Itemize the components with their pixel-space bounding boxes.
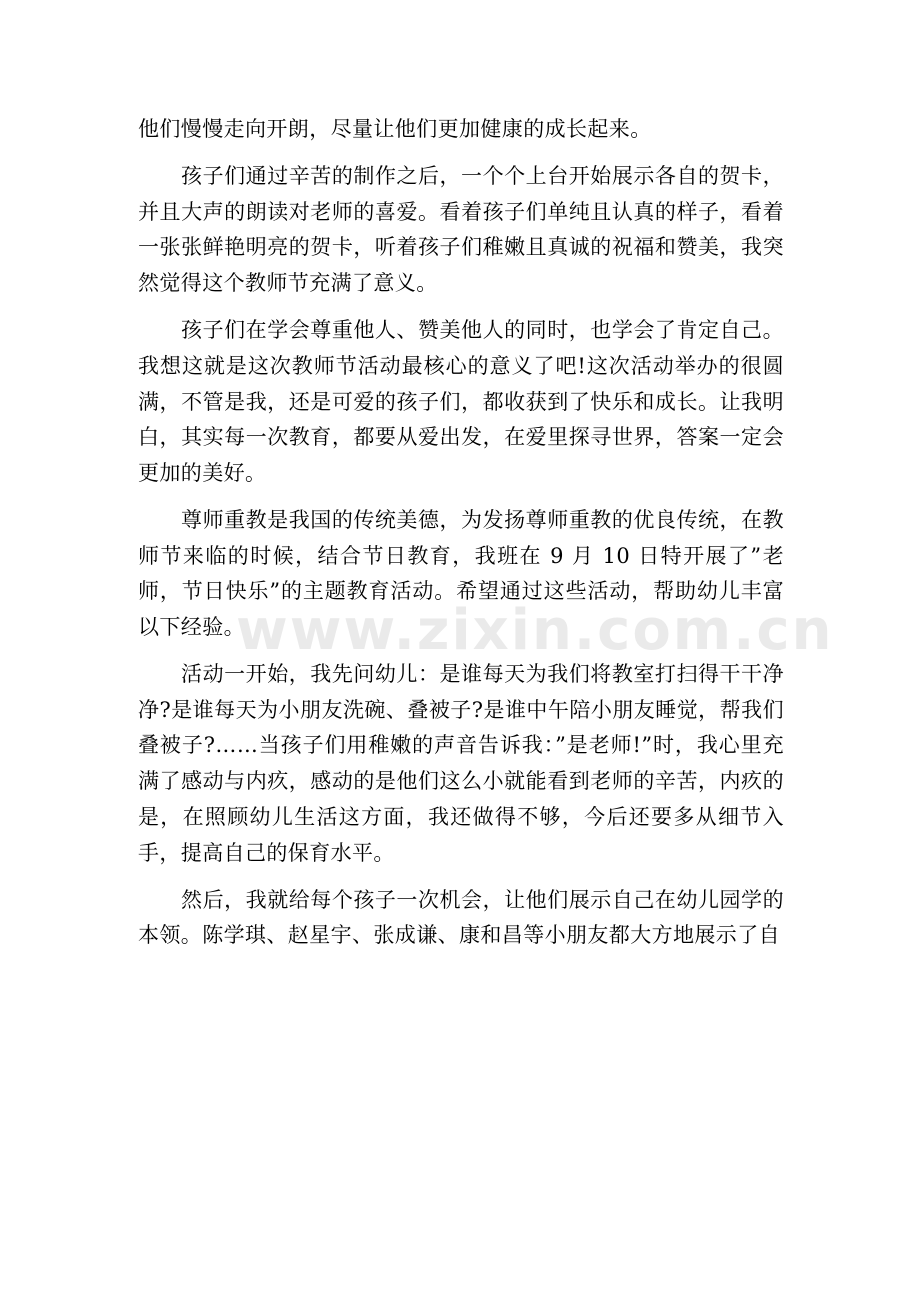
paragraph-3: 孩子们在学会尊重他人、赞美他人的同时，也学会了肯定自己。我想这就是这次教师节活动最核心的意义了吧!这次活动举办的很圆满，不管是我，还是可爱的孩子们，都收获到了快乐和成长。让我明白，其实每一次教育，都要从爱出发，在爱里探寻世界，答案一定会更加的美好。 — [138, 318, 784, 485]
paragraph-2: 孩子们通过辛苦的制作之后，一个个上台开始展示各自的贺卡，并且大声的朗读对老师的喜爱。看着孩子们单纯且认真的样子，看着一张张鲜艳明亮的贺卡，听着孩子们稚嫩且真诚的祝福和赞美，我突然觉得这个教师节充满了意义。 — [138, 164, 784, 296]
paragraph-6: 然后，我就给每个孩子一次机会，让他们展示自己在幼儿园学的本领。陈学琪、赵星宇、张成谦、康和昌等小朋友都大方地展示了自 — [138, 887, 784, 948]
paragraph-5: 活动一开始，我先问幼儿：是谁每天为我们将教室打扫得干干净净?是谁每天为小朋友洗碗、叠被子?是谁中午陪小朋友睡觉，帮我们叠被子?……当孩子们用稚嫩的声音告诉我：”是老师!”时，我心里充满了感动与内疚，感动的是他们这么小就能看到老师的辛苦，内疚的是，在照顾幼儿生活这方面，我还做得不够，今后还要多从细节入手，提高自己的保育水平。 — [138, 662, 784, 865]
document-body — [138, 112, 834, 954]
watermark: www.zixin.com.cn — [236, 598, 834, 663]
paragraph-1: 他们慢慢走向开朗，尽量让他们更加健康的成长起来。 — [138, 117, 652, 141]
paragraph-4: 尊师重教是我国的传统美德，为发扬尊师重教的优良传统，在教师节来临的时候，结合节日教育，我班在 9 月 10 日特开展了”老师，节日快乐”的主题教育活动。希望通过这些活动，帮助幼儿丰富以下经验。 — [138, 507, 784, 640]
